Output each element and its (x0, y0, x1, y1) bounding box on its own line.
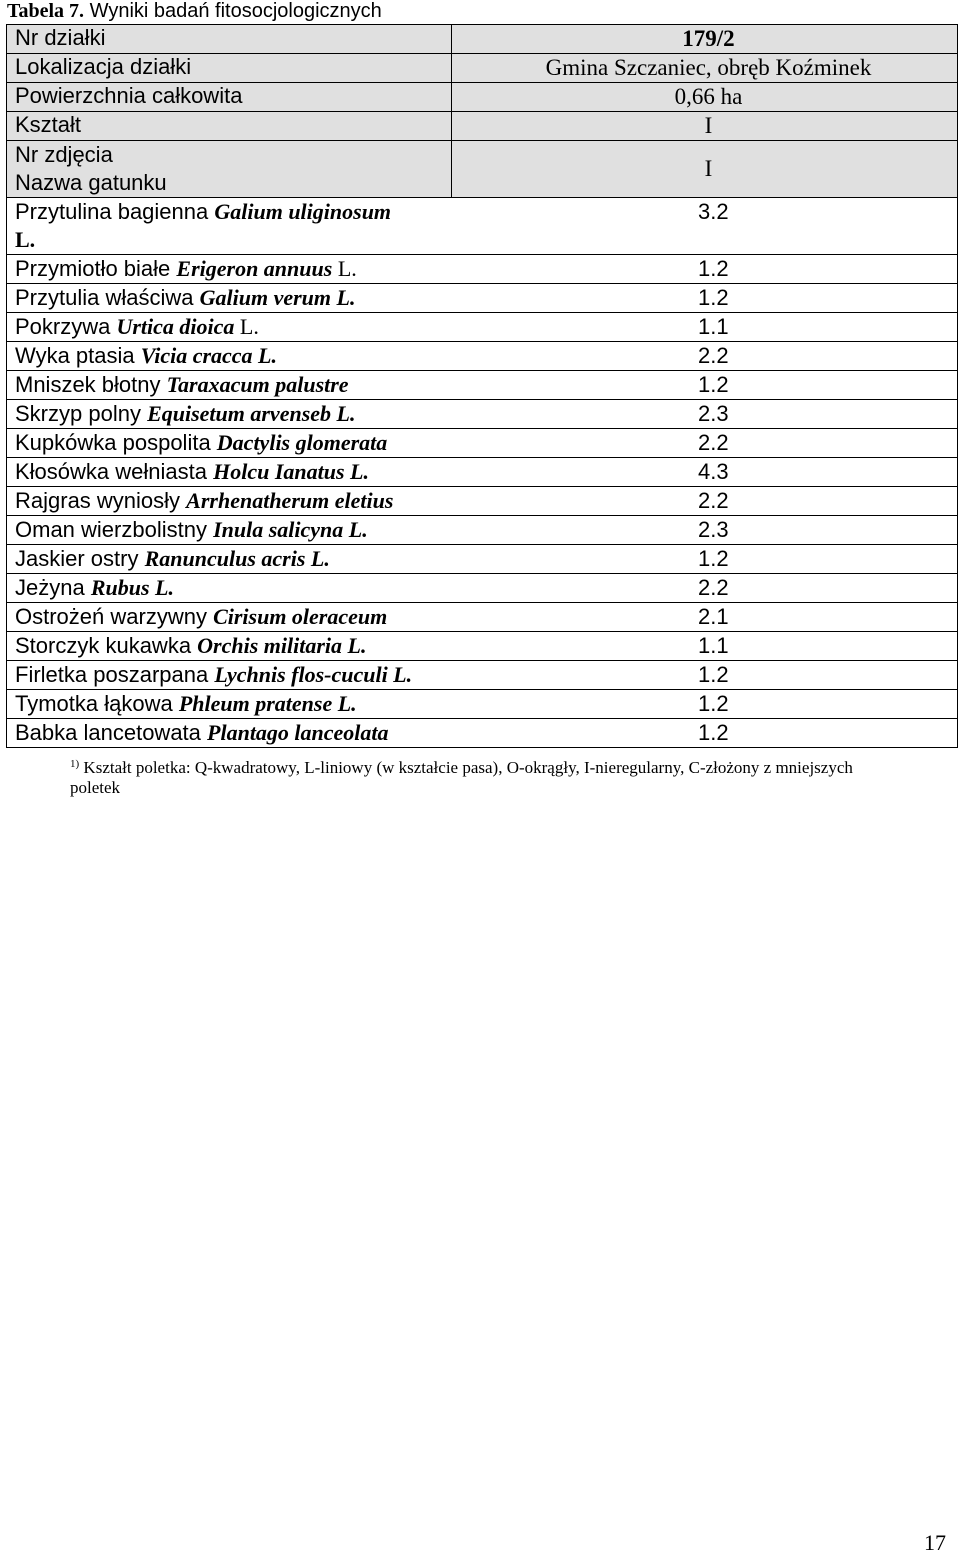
header-value: 179/2 (452, 25, 958, 54)
abundance-value: 2.2 (698, 488, 729, 513)
common-name: Storczyk kukawka (15, 633, 198, 658)
species-name-cell (7, 516, 958, 545)
common-name: Oman wierzbolistny (15, 517, 214, 542)
header-row-photo-species (7, 141, 958, 198)
table-row (7, 603, 958, 632)
table-row (7, 429, 958, 458)
common-name: Przytulina bagienna (15, 199, 215, 224)
row-content (15, 487, 957, 515)
latin-name: Dactylis glomerata (216, 430, 388, 455)
common-name: Przytulia właściwa (15, 285, 200, 310)
author-abbrev: L. (332, 256, 357, 281)
table-row (7, 545, 958, 574)
table-row (7, 487, 958, 516)
row-content (15, 632, 957, 660)
species-name-cell (7, 458, 958, 487)
species-name-cell (7, 574, 958, 603)
table-row (7, 632, 958, 661)
common-name: Jeżyna (15, 575, 91, 600)
header-label-species: Nazwa gatunku (15, 170, 167, 195)
table-row (7, 458, 958, 487)
latin-name: Phleum pratense L. (178, 691, 357, 716)
abundance-value: 1.2 (698, 546, 729, 571)
latin-name: Equisetum arvenseb L. (147, 401, 356, 426)
row-content (15, 458, 957, 486)
table-row (7, 198, 958, 255)
species-name-cell (7, 400, 958, 429)
header-label: Kształt (7, 112, 452, 141)
species-rows (7, 198, 958, 748)
abundance-value: 2.2 (698, 430, 729, 455)
table-row (7, 719, 958, 748)
header-value: 0,66 ha (452, 83, 958, 112)
latin-name: Urtica dioica (116, 314, 235, 339)
row-content (15, 690, 957, 718)
common-name: Tymotka łąkowa (15, 691, 179, 716)
common-name: Mniszek błotny (15, 372, 167, 397)
header-label: Lokalizacja działki (7, 54, 452, 83)
row-content (15, 284, 957, 312)
abundance-value: 2.2 (698, 575, 729, 600)
common-name: Firletka poszarpana (15, 662, 215, 687)
species-name-cell (7, 371, 958, 400)
table-row (7, 342, 958, 371)
caption-text: Wyniki badań fitosocjologicznych (84, 0, 382, 22)
row-content (15, 574, 957, 602)
abundance-value: 1.2 (698, 256, 729, 281)
header-row-area (7, 83, 958, 112)
table-caption (7, 0, 382, 22)
phytosociological-table (6, 24, 958, 748)
table-row (7, 400, 958, 429)
latin-name: Taraxacum palustre (166, 372, 349, 397)
species-name-cell (7, 313, 958, 342)
latin-name: Rubus L. (90, 575, 174, 600)
common-name: Przymiotło białe (15, 256, 177, 281)
species-name-cell (7, 690, 958, 719)
page-number: 17 (924, 1530, 946, 1555)
latin-name: Ranunculus acris L. (144, 546, 330, 571)
species-name-cell (7, 342, 958, 371)
common-name: Kłosówka wełniasta (15, 459, 214, 484)
row-content (15, 255, 957, 283)
latin-name: Erigeron annuus (176, 256, 333, 281)
latin-name: Inula salicyna L. (213, 517, 368, 542)
latin-name: Holcu Ianatus L. (213, 459, 369, 484)
header-label: Powierzchnia całkowita (7, 83, 452, 112)
row-content (15, 400, 957, 428)
header-label: Nr działki (7, 25, 452, 54)
row-content (15, 313, 957, 341)
row-content (15, 661, 957, 689)
latin-name: Plantago lanceolata (207, 720, 389, 745)
table-row (7, 313, 958, 342)
footnote (70, 758, 890, 798)
caption-number: Tabela 7. (7, 0, 85, 22)
header-row-plot-number (7, 25, 958, 54)
header-value: I (452, 112, 958, 141)
table-row (7, 255, 958, 284)
row-content (15, 371, 957, 399)
species-name-cell (7, 284, 958, 313)
latin-name: Orchis militaria L. (197, 633, 367, 658)
header-value: Gmina Szczaniec, obręb Koźminek (452, 54, 958, 83)
row-content (15, 545, 957, 573)
abundance-value: 1.2 (698, 372, 729, 397)
row-content (15, 516, 957, 544)
row-content (15, 429, 957, 457)
species-name-cell (7, 632, 958, 661)
abundance-value: 2.1 (698, 604, 729, 629)
header-row-location (7, 54, 958, 83)
footnote-text: Kształt poletka: Q-kwadratowy, L-liniowy (w kształcie pasa), O-okrągły, I-nieregularny, C-złożony z mniejszych poletek (70, 758, 853, 797)
row-content (15, 603, 957, 631)
species-name-cell (7, 429, 958, 458)
common-name: Wyka ptasia (15, 343, 141, 368)
footnote-mark: 1) (70, 758, 80, 770)
latin-name: Galium uliginosum (214, 199, 392, 224)
table-row (7, 371, 958, 400)
author-abbrev: L. (234, 314, 259, 339)
abundance-value: 1.2 (698, 285, 729, 310)
latin-name: Lychnis flos-cuculi L. (214, 662, 413, 687)
table-row (7, 516, 958, 545)
abundance-value: 4.3 (698, 459, 729, 484)
table-row (7, 661, 958, 690)
abundance-value: 1.2 (698, 691, 729, 716)
row-content (15, 342, 957, 370)
header-label-photo: Nr zdjęcia (15, 142, 113, 167)
header-value: I (452, 141, 958, 198)
table-row (7, 284, 958, 313)
species-name-cell (7, 198, 958, 255)
latin-name: Vicia cracca L. (140, 343, 277, 368)
common-name: Pokrzywa (15, 314, 117, 339)
species-name-cell (7, 661, 958, 690)
latin-name: Galium verum L. (199, 285, 356, 310)
species-name-cell (7, 719, 958, 748)
species-name-cell (7, 255, 958, 284)
latin-name: Cirisum oleraceum (213, 604, 388, 629)
abundance-value: 1.2 (698, 720, 729, 745)
common-name: Rajgras wyniosły (15, 488, 187, 513)
abundance-value: 1.1 (698, 633, 729, 658)
abundance-value: 1.1 (698, 314, 729, 339)
table-row (7, 574, 958, 603)
abundance-value: 2.3 (698, 401, 729, 426)
common-name: Ostrożeń warzywny (15, 604, 214, 629)
header-row-shape (7, 112, 958, 141)
latin-name: Arrhenatherum eletius (186, 488, 394, 513)
abundance-value: 2.3 (698, 517, 729, 542)
abundance-value: 3.2 (698, 199, 729, 224)
abundance-value: 2.2 (698, 343, 729, 368)
species-name-cell (7, 603, 958, 632)
header-label-double (7, 141, 452, 198)
row-content (15, 719, 957, 747)
species-name-cell (7, 545, 958, 574)
row-content (15, 198, 957, 254)
common-name: Jaskier ostry (15, 546, 145, 571)
common-name: Babka lancetowata (15, 720, 208, 745)
table-row (7, 690, 958, 719)
author-abbrev: L. (15, 227, 36, 252)
abundance-value: 1.2 (698, 662, 729, 687)
common-name: Skrzyp polny (15, 401, 148, 426)
species-name-cell (7, 487, 958, 516)
common-name: Kupkówka pospolita (15, 430, 217, 455)
